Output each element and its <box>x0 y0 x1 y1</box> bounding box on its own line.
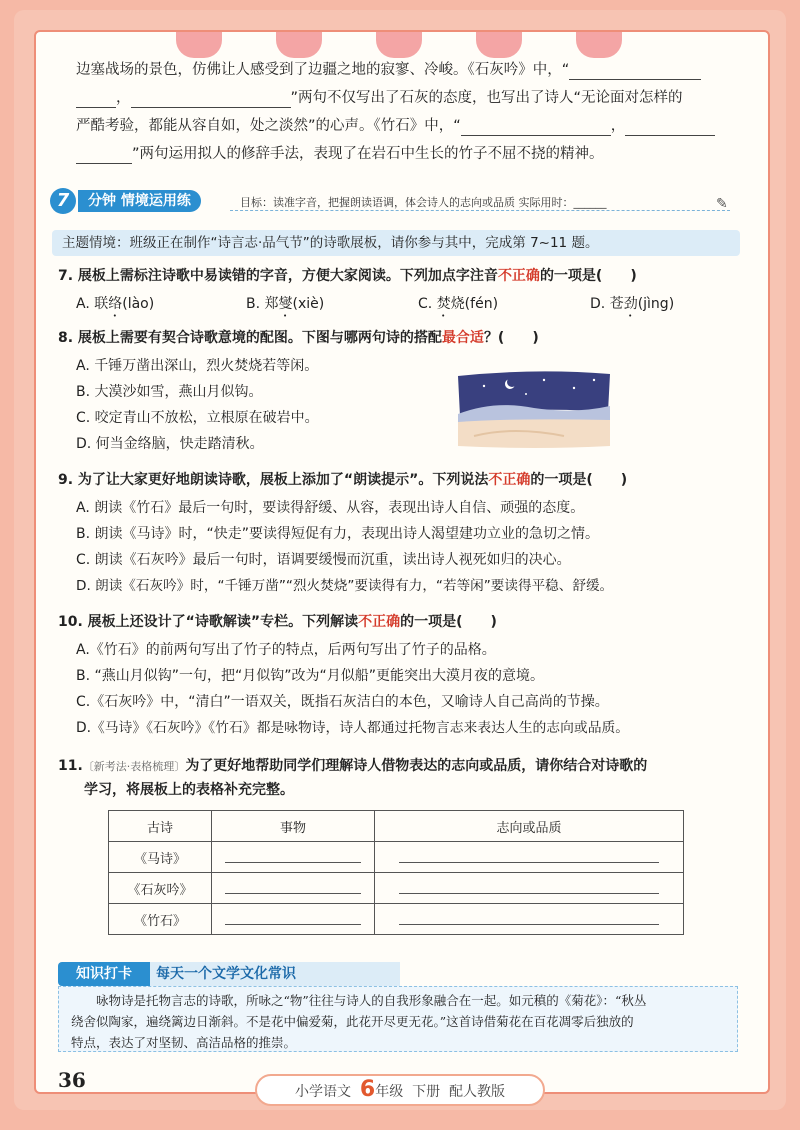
q8-option-b[interactable]: B. 大漠沙如雪，燕山月似钩。 <box>76 384 263 400</box>
table-row <box>109 873 684 904</box>
q9-option-b[interactable]: B. 朗读《马诗》时，“快走”要读得短促有力，表现出诗人渴望建功立业的急切之情。 <box>76 526 600 542</box>
intro-line-4: ”两句运用拟人的修辞手法，表现了在岩石中生长的竹子不屈不挠的精神。 <box>76 144 604 164</box>
section-title: 分钟 情境运用练 <box>78 190 201 212</box>
table-row <box>109 904 684 935</box>
tab-decoration <box>176 32 222 58</box>
page-number: 36 <box>58 1068 86 1092</box>
answer-cell[interactable] <box>212 842 375 873</box>
knowledge-line: 咏物诗是托物言志的诗歌，所咏之“物”往往与诗人的自我形象融合在一起。如元稹的《菊花》：“秋丛 <box>96 993 647 1008</box>
answer-blank[interactable] <box>76 91 116 108</box>
answer-blank[interactable] <box>569 63 701 80</box>
table-header: 古诗 <box>109 811 212 842</box>
table-header: 志向或品质 <box>375 811 684 842</box>
intro-line-1: 边塞战场的景色，仿佛让人感受到了边疆之地的寂寥、冷峻。《石灰吟》中，“ <box>76 60 701 80</box>
answer-cell[interactable] <box>375 842 684 873</box>
footer-grade-number: 6 <box>359 1077 376 1102</box>
q8-option-c[interactable]: C. 咬定青山不放松，立根原在破岩中。 <box>76 410 319 426</box>
poem-table <box>108 810 684 935</box>
footer-edition: 配人教版 <box>449 1084 506 1100</box>
q7-option-d[interactable]: D. 苍劲(jìng) <box>590 296 675 312</box>
tab-decoration <box>276 32 322 58</box>
q10-option-d[interactable]: D.《马诗》《石灰吟》《竹石》都是咏物诗，诗人都通过托物言志来表达人生的志向或品质。 <box>76 720 630 736</box>
knowledge-tag: 知识打卡 <box>58 962 150 986</box>
answer-blank[interactable] <box>461 119 611 136</box>
section-header <box>50 188 740 214</box>
answer-cell[interactable] <box>375 904 684 935</box>
tab-decoration <box>476 32 522 58</box>
question-9-stem: 9. 为了让大家更好地朗读诗歌，展板上添加了“朗读提示”。下列说法不正确的一项是( ) <box>58 472 628 488</box>
poem-name: 《马诗》 <box>109 842 212 873</box>
poem-name: 《石灰吟》 <box>109 873 212 904</box>
q8-option-a[interactable]: A. 千锤万凿出深山，烈火焚烧若等闲。 <box>76 358 319 374</box>
answer-blank[interactable] <box>131 91 291 108</box>
tab-decoration <box>376 32 422 58</box>
pencil-icon: ✎ <box>716 196 728 212</box>
section-divider <box>230 210 730 211</box>
question-7-stem: 7. 展板上需标注诗歌中易读错的字音，方便大家阅读。下列加点字注音不正确的一项是( ) <box>58 268 637 284</box>
footer-grade: 年级 <box>375 1084 404 1100</box>
question-11-stem: 11.〔新考法·表格梳理〕为了更好地帮助同学们理解诗人借物表达的志向或品质，请你结合对诗歌的 <box>58 758 648 774</box>
desert-moon-illustration <box>454 366 614 450</box>
answer-cell[interactable] <box>375 873 684 904</box>
poem-name: 《竹石》 <box>109 904 212 935</box>
q7-option-a[interactable]: A. 联络(lào) <box>76 296 155 312</box>
answer-cell[interactable] <box>212 873 375 904</box>
q10-option-b[interactable]: B. “燕山月似钩”一句，把“月似钩”改为“月似船”更能突出大漠月夜的意境。 <box>76 668 545 684</box>
q7-option-b[interactable]: B. 郑燮(xiè) <box>246 296 325 312</box>
answer-blank[interactable] <box>76 147 132 164</box>
question-10-stem: 10. 展板上还设计了“诗歌解读”专栏。下列解读不正确的一项是( ) <box>58 614 497 630</box>
answer-blank[interactable] <box>625 119 715 136</box>
question-11-stem-cont: 学习，将展板上的表格补充完整。 <box>84 782 294 798</box>
question-tag: 〔新考法·表格梳理〕 <box>82 760 186 773</box>
section-goal: 目标：读准字音，把握朗读语调，体会诗人的志向或品质 实际用时：______ <box>240 196 607 209</box>
q8-option-d[interactable]: D. 何当金络脑，快走踏清秋。 <box>76 436 264 452</box>
q10-option-a[interactable]: A.《竹石》的前两句写出了竹子的特点，后两句写出了竹子的品格。 <box>76 642 496 658</box>
section-number-badge: 7 <box>50 188 76 214</box>
question-8-stem: 8. 展板上需要有契合诗歌意境的配图。下图与哪两句诗的搭配最合适？( ) <box>58 330 539 346</box>
q9-option-c[interactable]: C. 朗读《石灰吟》最后一句时，语调要缓慢而沉重，读出诗人视死如归的决心。 <box>76 552 571 568</box>
knowledge-line: 特点，表达了对坚韧、高洁品格的推崇。 <box>71 1035 297 1050</box>
q7-option-c[interactable]: C. 焚烧(fén) <box>418 296 499 312</box>
answer-cell[interactable] <box>212 904 375 935</box>
footer-badge <box>255 1074 545 1106</box>
intro-line-2: ， ”两句不仅写出了石灰的态度，也写出了诗人“无论面对怎样的 <box>76 88 683 108</box>
knowledge-box <box>58 986 738 1052</box>
q10-option-c[interactable]: C.《石灰吟》中，“清白”一语双关，既指石灰洁白的本色，又喻诗人自己高尚的节操。 <box>76 694 609 710</box>
table-row <box>109 842 684 873</box>
q9-option-a[interactable]: A. 朗读《竹石》最后一句时，要读得舒缓、从容，表现出诗人自信、顽强的态度。 <box>76 500 585 516</box>
table-header: 事物 <box>212 811 375 842</box>
q9-option-d[interactable]: D. 朗读《石灰吟》时，“千锤万凿”“烈火焚烧”要读得有力，“若等闲”要读得平稳、舒缓。 <box>76 578 614 594</box>
footer-subject: 小学语文 <box>294 1084 351 1100</box>
knowledge-title: 每天一个文学文化常识 <box>150 962 400 986</box>
knowledge-line: 绕舍似陶家，遍绕篱边日渐斜。不是花中偏爱菊，此花开尽更无花。”这首诗借菊花在百花凋零后独放的 <box>71 1014 634 1029</box>
tab-decoration <box>576 32 622 58</box>
scene-banner: 主题情境：班级正在制作“诗言志·品气节”的诗歌展板，请你参与其中，完成第 7~11 题。 <box>52 230 740 256</box>
intro-line-3: 严酷考验，都能从容自如，处之淡然”的心声。《竹石》中，“ ， <box>76 116 715 136</box>
footer-volume: 下册 <box>412 1084 441 1100</box>
